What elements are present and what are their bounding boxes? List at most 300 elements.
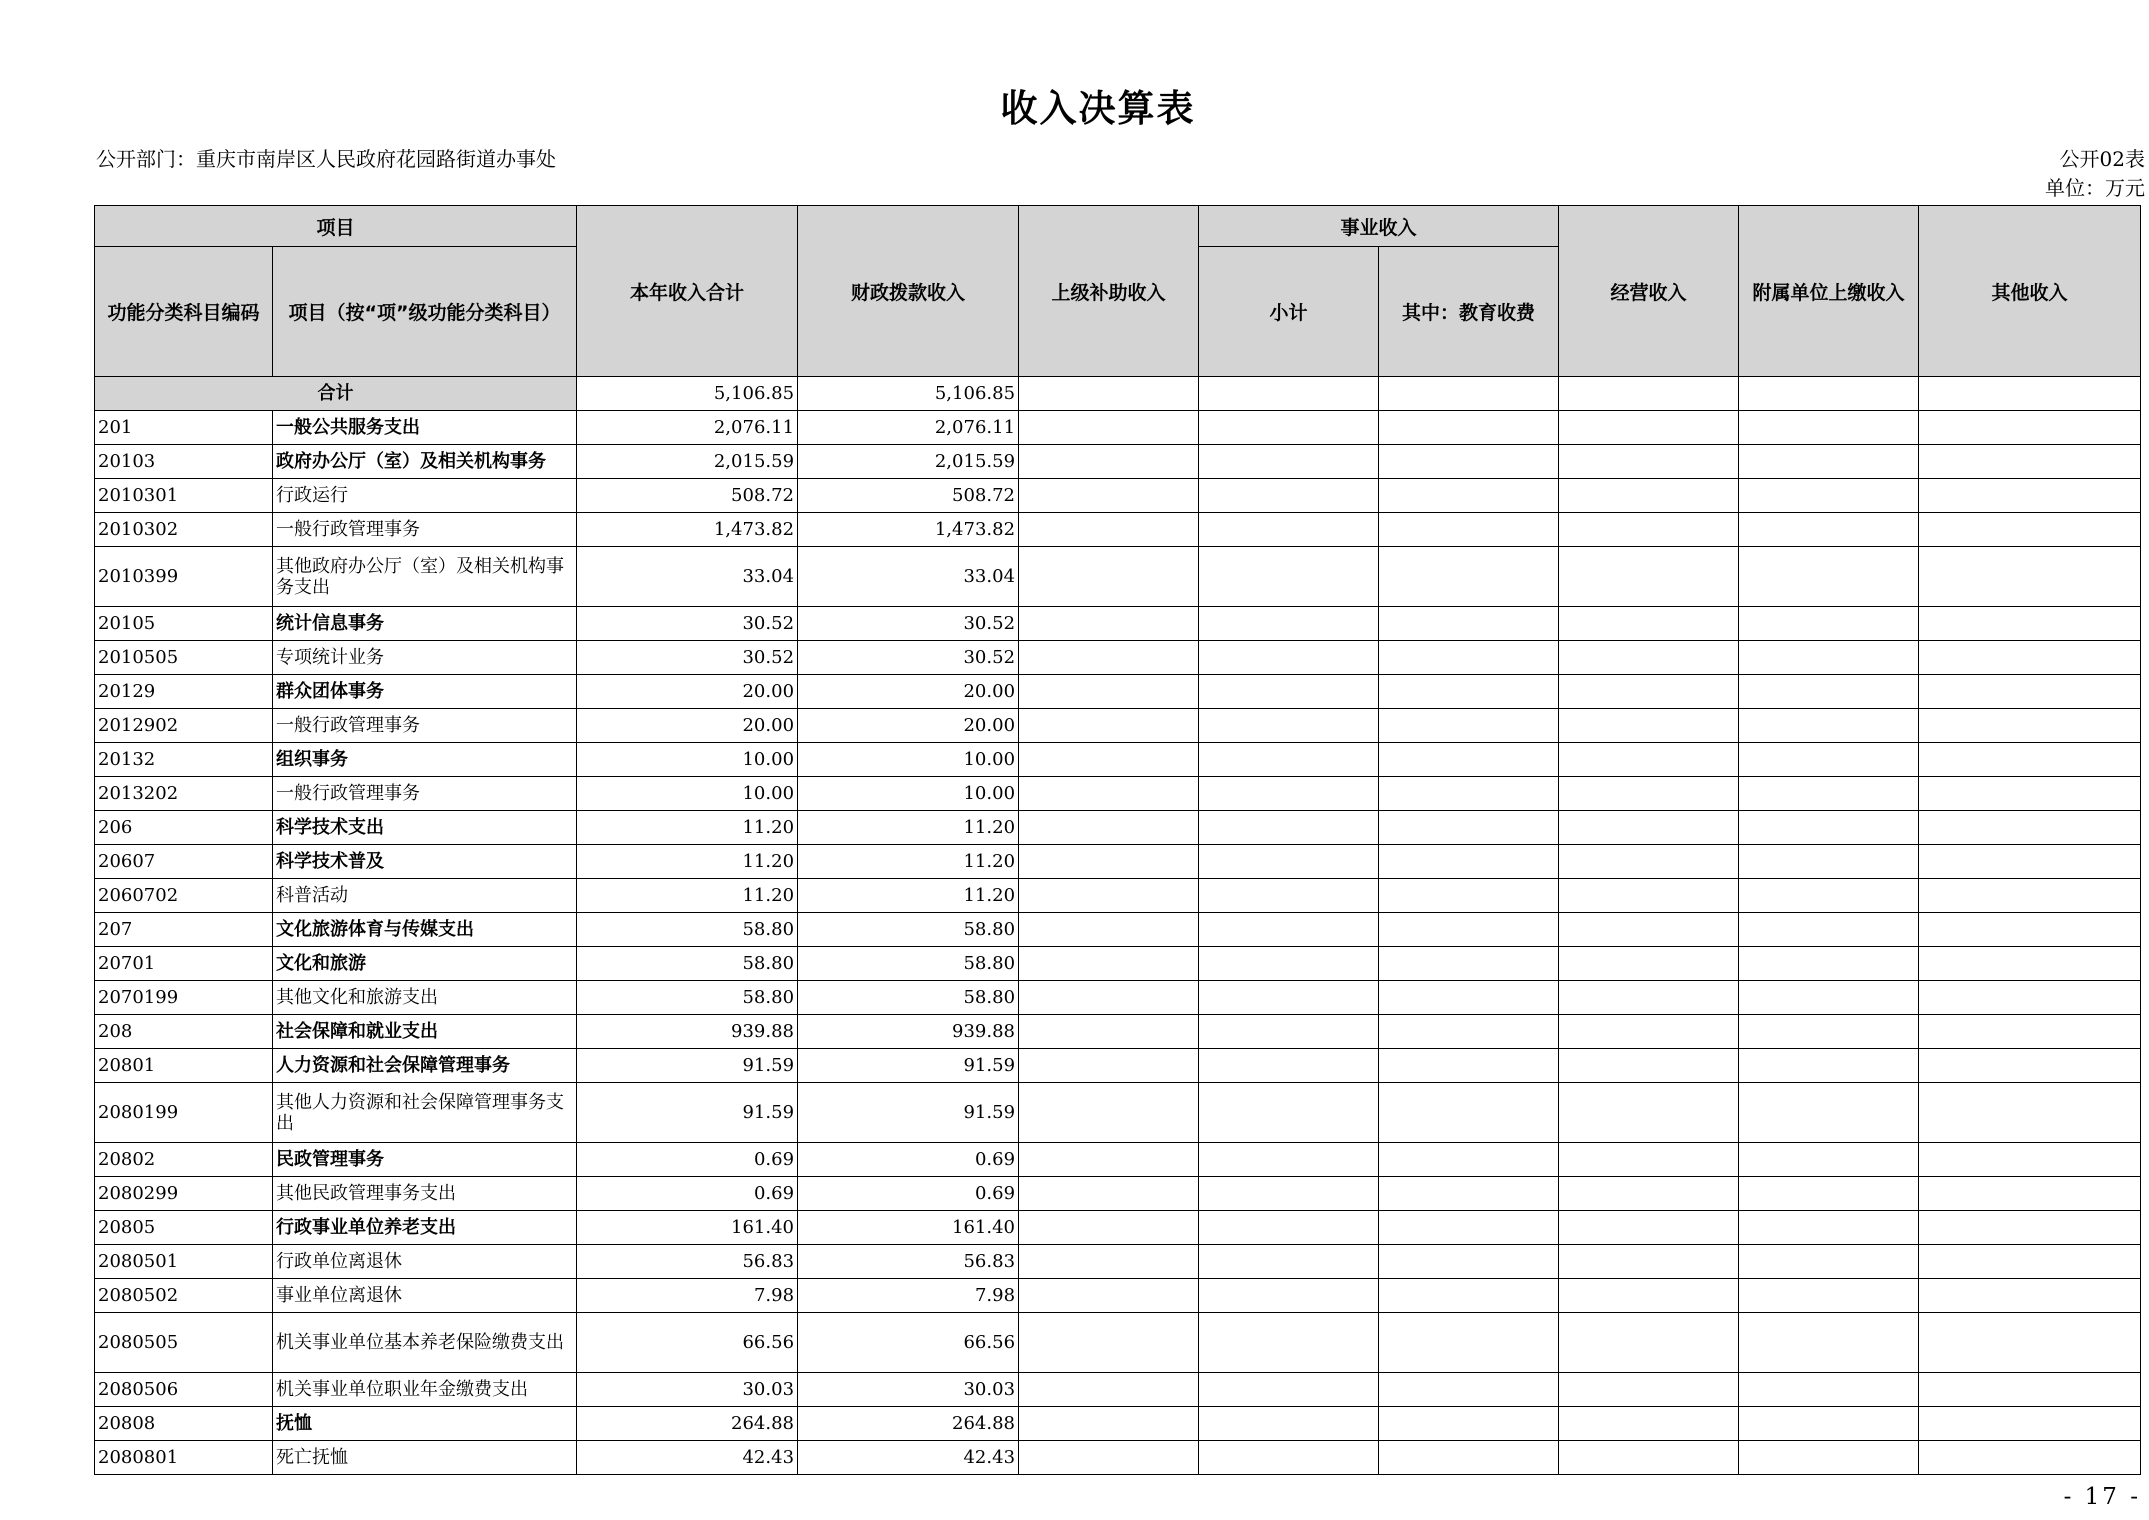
- empty-cell: [1559, 547, 1739, 607]
- empty-cell: [1739, 1373, 1919, 1407]
- empty-cell: [1379, 743, 1559, 777]
- row-fiscal: 10.00: [798, 777, 1019, 811]
- row-code: 2010399: [95, 547, 273, 607]
- page-title: 收入决算表: [1000, 87, 1196, 130]
- row-fiscal: 91.59: [798, 1049, 1019, 1083]
- empty-cell: [1019, 607, 1199, 641]
- empty-cell: [1559, 675, 1739, 709]
- empty-cell: [1019, 811, 1199, 845]
- row-fiscal: 56.83: [798, 1245, 1019, 1279]
- empty-cell: [1019, 479, 1199, 513]
- row-fiscal: 58.80: [798, 913, 1019, 947]
- empty-cell: [1019, 709, 1199, 743]
- row-code: 2012902: [95, 709, 273, 743]
- empty-cell: [1199, 1245, 1379, 1279]
- row-name: 一般公共服务支出: [273, 411, 577, 445]
- empty-cell: [1379, 641, 1559, 675]
- empty-cell: [1919, 1083, 2141, 1143]
- empty-cell: [1559, 913, 1739, 947]
- row-total: 42.43: [577, 1441, 798, 1475]
- empty-cell: [1739, 1143, 1919, 1177]
- row-fiscal: 0.69: [798, 1143, 1019, 1177]
- empty-cell: [1559, 811, 1739, 845]
- empty-cell: [1379, 513, 1559, 547]
- row-fiscal: 20.00: [798, 709, 1019, 743]
- empty-cell: [1559, 1143, 1739, 1177]
- row-fiscal: 508.72: [798, 479, 1019, 513]
- department-label: 公开部门：重庆市南岸区人民政府花园路街道办事处: [96, 147, 556, 171]
- empty-cell: [1739, 709, 1919, 743]
- empty-cell: [1559, 377, 1739, 411]
- header-other: 其他收入: [1919, 206, 2141, 377]
- row-name: 死亡抚恤: [273, 1441, 577, 1475]
- table-row: [95, 743, 2141, 777]
- table-row: [95, 1015, 2141, 1049]
- empty-cell: [1199, 981, 1379, 1015]
- header-fiscal: 财政拨款收入: [798, 206, 1019, 377]
- empty-cell: [1019, 513, 1199, 547]
- row-total: 20.00: [577, 709, 798, 743]
- table-row: [95, 547, 2141, 607]
- table-row: [95, 811, 2141, 845]
- row-total: 91.59: [577, 1083, 798, 1143]
- row-code: 207: [95, 913, 273, 947]
- income-table: [94, 205, 2141, 1475]
- empty-cell: [1919, 675, 2141, 709]
- empty-cell: [1019, 777, 1199, 811]
- empty-cell: [1559, 1177, 1739, 1211]
- table-row: [95, 1279, 2141, 1313]
- empty-cell: [1199, 1373, 1379, 1407]
- row-total: 30.03: [577, 1373, 798, 1407]
- row-code: 2080801: [95, 1441, 273, 1475]
- empty-cell: [1199, 947, 1379, 981]
- empty-cell: [1199, 879, 1379, 913]
- page-number: - 17 -: [2063, 1484, 2141, 1510]
- row-fiscal: 58.80: [798, 981, 1019, 1015]
- empty-cell: [1739, 1211, 1919, 1245]
- row-code: 20103: [95, 445, 273, 479]
- row-name: 人力资源和社会保障管理事务: [273, 1049, 577, 1083]
- empty-cell: [1919, 1313, 2141, 1373]
- header-education: 其中：教育收费: [1379, 247, 1559, 377]
- empty-cell: [1739, 1083, 1919, 1143]
- empty-cell: [1559, 445, 1739, 479]
- empty-cell: [1019, 675, 1199, 709]
- empty-cell: [1559, 743, 1739, 777]
- row-code: 20701: [95, 947, 273, 981]
- empty-cell: [1919, 913, 2141, 947]
- empty-cell: [1559, 1407, 1739, 1441]
- empty-cell: [1739, 607, 1919, 641]
- empty-cell: [1739, 445, 1919, 479]
- empty-cell: [1379, 811, 1559, 845]
- empty-cell: [1559, 845, 1739, 879]
- empty-cell: [1019, 1143, 1199, 1177]
- empty-cell: [1739, 743, 1919, 777]
- empty-cell: [1559, 947, 1739, 981]
- table-row: [95, 709, 2141, 743]
- empty-cell: [1379, 607, 1559, 641]
- row-code: 2080505: [95, 1313, 273, 1373]
- empty-cell: [1019, 1049, 1199, 1083]
- empty-cell: [1559, 641, 1739, 675]
- empty-cell: [1019, 547, 1199, 607]
- table-row: [95, 777, 2141, 811]
- empty-cell: [1379, 981, 1559, 1015]
- row-total: 66.56: [577, 1313, 798, 1373]
- empty-cell: [1199, 1407, 1379, 1441]
- row-name: 专项统计业务: [273, 641, 577, 675]
- empty-cell: [1559, 879, 1739, 913]
- empty-cell: [1379, 1083, 1559, 1143]
- empty-cell: [1559, 1441, 1739, 1475]
- row-fiscal: 30.52: [798, 607, 1019, 641]
- empty-cell: [1919, 445, 2141, 479]
- empty-cell: [1739, 913, 1919, 947]
- empty-cell: [1019, 1441, 1199, 1475]
- table-row: [95, 411, 2141, 445]
- row-total: 264.88: [577, 1407, 798, 1441]
- empty-cell: [1199, 479, 1379, 513]
- row-fiscal: 264.88: [798, 1407, 1019, 1441]
- row-fiscal: 1,473.82: [798, 513, 1019, 547]
- row-total: 58.80: [577, 947, 798, 981]
- row-name: 科普活动: [273, 879, 577, 913]
- row-total: 56.83: [577, 1245, 798, 1279]
- empty-cell: [1199, 913, 1379, 947]
- row-total: 33.04: [577, 547, 798, 607]
- empty-cell: [1379, 1279, 1559, 1313]
- empty-cell: [1019, 1313, 1199, 1373]
- empty-cell: [1919, 709, 2141, 743]
- row-code: 201: [95, 411, 273, 445]
- empty-cell: [1379, 1049, 1559, 1083]
- row-name: 一般行政管理事务: [273, 709, 577, 743]
- empty-cell: [1739, 981, 1919, 1015]
- empty-cell: [1199, 411, 1379, 445]
- empty-cell: [1019, 1015, 1199, 1049]
- empty-cell: [1739, 1049, 1919, 1083]
- row-fiscal: 30.03: [798, 1373, 1019, 1407]
- empty-cell: [1919, 1245, 2141, 1279]
- row-code: 2080199: [95, 1083, 273, 1143]
- empty-cell: [1199, 1313, 1379, 1373]
- row-code: 20132: [95, 743, 273, 777]
- row-fiscal: 161.40: [798, 1211, 1019, 1245]
- empty-cell: [1559, 1049, 1739, 1083]
- row-fiscal: 58.80: [798, 947, 1019, 981]
- empty-cell: [1379, 1313, 1559, 1373]
- empty-cell: [1019, 947, 1199, 981]
- empty-cell: [1919, 479, 2141, 513]
- empty-cell: [1379, 777, 1559, 811]
- empty-cell: [1019, 1211, 1199, 1245]
- empty-cell: [1919, 845, 2141, 879]
- empty-cell: [1739, 1441, 1919, 1475]
- row-name: 行政事业单位养老支出: [273, 1211, 577, 1245]
- row-total: 0.69: [577, 1177, 798, 1211]
- empty-cell: [1379, 1245, 1559, 1279]
- empty-cell: [1739, 947, 1919, 981]
- row-name: 抚恤: [273, 1407, 577, 1441]
- row-total: 7.98: [577, 1279, 798, 1313]
- table-row: [95, 1407, 2141, 1441]
- table-row: [95, 1245, 2141, 1279]
- empty-cell: [1019, 913, 1199, 947]
- empty-cell: [1739, 845, 1919, 879]
- empty-cell: [1919, 879, 2141, 913]
- row-fiscal: 0.69: [798, 1177, 1019, 1211]
- empty-cell: [1739, 777, 1919, 811]
- row-name: 一般行政管理事务: [273, 777, 577, 811]
- header-superior: 上级补助收入: [1019, 206, 1199, 377]
- table-row: [95, 513, 2141, 547]
- row-code: 2080502: [95, 1279, 273, 1313]
- row-name: 文化旅游体育与传媒支出: [273, 913, 577, 947]
- empty-cell: [1919, 1049, 2141, 1083]
- row-code: 20805: [95, 1211, 273, 1245]
- empty-cell: [1379, 675, 1559, 709]
- row-fiscal: 2,015.59: [798, 445, 1019, 479]
- empty-cell: [1019, 879, 1199, 913]
- empty-cell: [1739, 811, 1919, 845]
- empty-cell: [1019, 1373, 1199, 1407]
- empty-cell: [1919, 1373, 2141, 1407]
- empty-cell: [1379, 547, 1559, 607]
- empty-cell: [1559, 1083, 1739, 1143]
- empty-cell: [1559, 1015, 1739, 1049]
- row-fiscal: 42.43: [798, 1441, 1019, 1475]
- row-fiscal: 30.52: [798, 641, 1019, 675]
- empty-cell: [1019, 981, 1199, 1015]
- row-code: 20801: [95, 1049, 273, 1083]
- empty-cell: [1019, 377, 1199, 411]
- empty-cell: [1199, 1279, 1379, 1313]
- row-fiscal: 939.88: [798, 1015, 1019, 1049]
- header-subtotal: 小计: [1199, 247, 1379, 377]
- empty-cell: [1199, 675, 1379, 709]
- table-row: [95, 981, 2141, 1015]
- row-total: 30.52: [577, 607, 798, 641]
- table-row: [95, 641, 2141, 675]
- empty-cell: [1559, 607, 1739, 641]
- row-code: 2060702: [95, 879, 273, 913]
- empty-cell: [1019, 1279, 1199, 1313]
- row-total: 939.88: [577, 1015, 798, 1049]
- empty-cell: [1019, 445, 1199, 479]
- row-name: 政府办公厅（室）及相关机构事务: [273, 445, 577, 479]
- empty-cell: [1199, 547, 1379, 607]
- header-affiliated: 附属单位上缴收入: [1739, 206, 1919, 377]
- empty-cell: [1919, 377, 2141, 411]
- empty-cell: [1739, 377, 1919, 411]
- empty-cell: [1739, 411, 1919, 445]
- empty-cell: [1919, 981, 2141, 1015]
- row-fiscal: 10.00: [798, 743, 1019, 777]
- empty-cell: [1379, 1373, 1559, 1407]
- empty-cell: [1739, 1015, 1919, 1049]
- table-row: [95, 1177, 2141, 1211]
- empty-cell: [1199, 811, 1379, 845]
- row-name: 一般行政管理事务: [273, 513, 577, 547]
- empty-cell: [1019, 1245, 1199, 1279]
- row-total: 20.00: [577, 675, 798, 709]
- empty-cell: [1919, 1407, 2141, 1441]
- row-name: 科学技术支出: [273, 811, 577, 845]
- row-fiscal: 7.98: [798, 1279, 1019, 1313]
- table-row: [95, 675, 2141, 709]
- empty-cell: [1739, 1245, 1919, 1279]
- row-name: 其他民政管理事务支出: [273, 1177, 577, 1211]
- row-total: 30.52: [577, 641, 798, 675]
- row-fiscal: 11.20: [798, 845, 1019, 879]
- empty-cell: [1379, 1177, 1559, 1211]
- row-total: 58.80: [577, 981, 798, 1015]
- row-name: 组织事务: [273, 743, 577, 777]
- row-name: 行政单位离退休: [273, 1245, 577, 1279]
- row-code: 2010302: [95, 513, 273, 547]
- empty-cell: [1559, 1373, 1739, 1407]
- empty-cell: [1199, 1177, 1379, 1211]
- header-func-code: 功能分类科目编码: [95, 247, 273, 377]
- header-func-name: 项目（按“项”级功能分类科目）: [273, 247, 577, 377]
- empty-cell: [1199, 1049, 1379, 1083]
- empty-cell: [1919, 547, 2141, 607]
- empty-cell: [1919, 411, 2141, 445]
- empty-cell: [1919, 641, 2141, 675]
- empty-cell: [1559, 1279, 1739, 1313]
- empty-cell: [1019, 1083, 1199, 1143]
- row-code: 2080299: [95, 1177, 273, 1211]
- empty-cell: [1199, 777, 1379, 811]
- row-total: 161.40: [577, 1211, 798, 1245]
- empty-cell: [1919, 1211, 2141, 1245]
- table-row: [95, 1373, 2141, 1407]
- empty-cell: [1919, 1279, 2141, 1313]
- row-code: 20808: [95, 1407, 273, 1441]
- empty-cell: [1559, 479, 1739, 513]
- empty-cell: [1199, 513, 1379, 547]
- empty-cell: [1199, 641, 1379, 675]
- header-operating: 经营收入: [1559, 206, 1739, 377]
- row-total: 2,015.59: [577, 445, 798, 479]
- table-row: [95, 1083, 2141, 1143]
- empty-cell: [1019, 1177, 1199, 1211]
- table-row: [95, 947, 2141, 981]
- row-total: 1,473.82: [577, 513, 798, 547]
- row-code: 2070199: [95, 981, 273, 1015]
- row-name: 民政管理事务: [273, 1143, 577, 1177]
- empty-cell: [1199, 1143, 1379, 1177]
- row-name: 行政运行: [273, 479, 577, 513]
- row-name: 其他政府办公厅（室）及相关机构事务支出: [273, 547, 577, 607]
- row-fiscal: 66.56: [798, 1313, 1019, 1373]
- empty-cell: [1919, 1015, 2141, 1049]
- row-code: 2010505: [95, 641, 273, 675]
- header-business: 事业收入: [1199, 206, 1559, 247]
- row-name: 社会保障和就业支出: [273, 1015, 577, 1049]
- empty-cell: [1019, 641, 1199, 675]
- row-code: 2080501: [95, 1245, 273, 1279]
- empty-cell: [1739, 1279, 1919, 1313]
- row-total: 11.20: [577, 811, 798, 845]
- row-total: 58.80: [577, 913, 798, 947]
- empty-cell: [1739, 1177, 1919, 1211]
- row-fiscal: 20.00: [798, 675, 1019, 709]
- empty-cell: [1379, 879, 1559, 913]
- empty-cell: [1379, 445, 1559, 479]
- table-row: [95, 445, 2141, 479]
- empty-cell: [1199, 1015, 1379, 1049]
- row-name: 机关事业单位职业年金缴费支出: [273, 1373, 577, 1407]
- empty-cell: [1019, 411, 1199, 445]
- empty-cell: [1199, 709, 1379, 743]
- empty-cell: [1379, 1211, 1559, 1245]
- empty-cell: [1199, 1211, 1379, 1245]
- empty-cell: [1739, 547, 1919, 607]
- empty-cell: [1919, 1143, 2141, 1177]
- header-total: 本年收入合计: [577, 206, 798, 377]
- row-code: 2080506: [95, 1373, 273, 1407]
- row-total: 508.72: [577, 479, 798, 513]
- empty-cell: [1559, 709, 1739, 743]
- empty-cell: [1199, 845, 1379, 879]
- empty-cell: [1199, 377, 1379, 411]
- empty-cell: [1019, 845, 1199, 879]
- empty-cell: [1379, 1441, 1559, 1475]
- table-row: [95, 879, 2141, 913]
- empty-cell: [1559, 777, 1739, 811]
- row-total: 91.59: [577, 1049, 798, 1083]
- empty-cell: [1919, 811, 2141, 845]
- table-row: [95, 1441, 2141, 1475]
- row-name: 其他人力资源和社会保障管理事务支出: [273, 1083, 577, 1143]
- empty-cell: [1559, 1245, 1739, 1279]
- row-total: 0.69: [577, 1143, 798, 1177]
- row-fiscal: 91.59: [798, 1083, 1019, 1143]
- row-name: 机关事业单位基本养老保险缴费支出: [273, 1313, 577, 1373]
- table-row: [95, 607, 2141, 641]
- row-code: 208: [95, 1015, 273, 1049]
- empty-cell: [1919, 513, 2141, 547]
- empty-cell: [1559, 981, 1739, 1015]
- empty-cell: [1739, 675, 1919, 709]
- row-name: 文化和旅游: [273, 947, 577, 981]
- row-name: 统计信息事务: [273, 607, 577, 641]
- row-name: 科学技术普及: [273, 845, 577, 879]
- row-total: 11.20: [577, 845, 798, 879]
- empty-cell: [1739, 879, 1919, 913]
- table-row: [95, 845, 2141, 879]
- row-name: 其他文化和旅游支出: [273, 981, 577, 1015]
- empty-cell: [1199, 1083, 1379, 1143]
- total-amount: 5,106.85: [577, 377, 798, 411]
- empty-cell: [1559, 411, 1739, 445]
- row-code: 2010301: [95, 479, 273, 513]
- empty-cell: [1919, 1177, 2141, 1211]
- unit-label: 单位：万元: [2045, 176, 2145, 200]
- empty-cell: [1019, 1407, 1199, 1441]
- row-code: 20802: [95, 1143, 273, 1177]
- empty-cell: [1379, 377, 1559, 411]
- row-total: 11.20: [577, 879, 798, 913]
- empty-cell: [1739, 641, 1919, 675]
- row-name: 群众团体事务: [273, 675, 577, 709]
- empty-cell: [1379, 947, 1559, 981]
- empty-cell: [1379, 1407, 1559, 1441]
- empty-cell: [1739, 479, 1919, 513]
